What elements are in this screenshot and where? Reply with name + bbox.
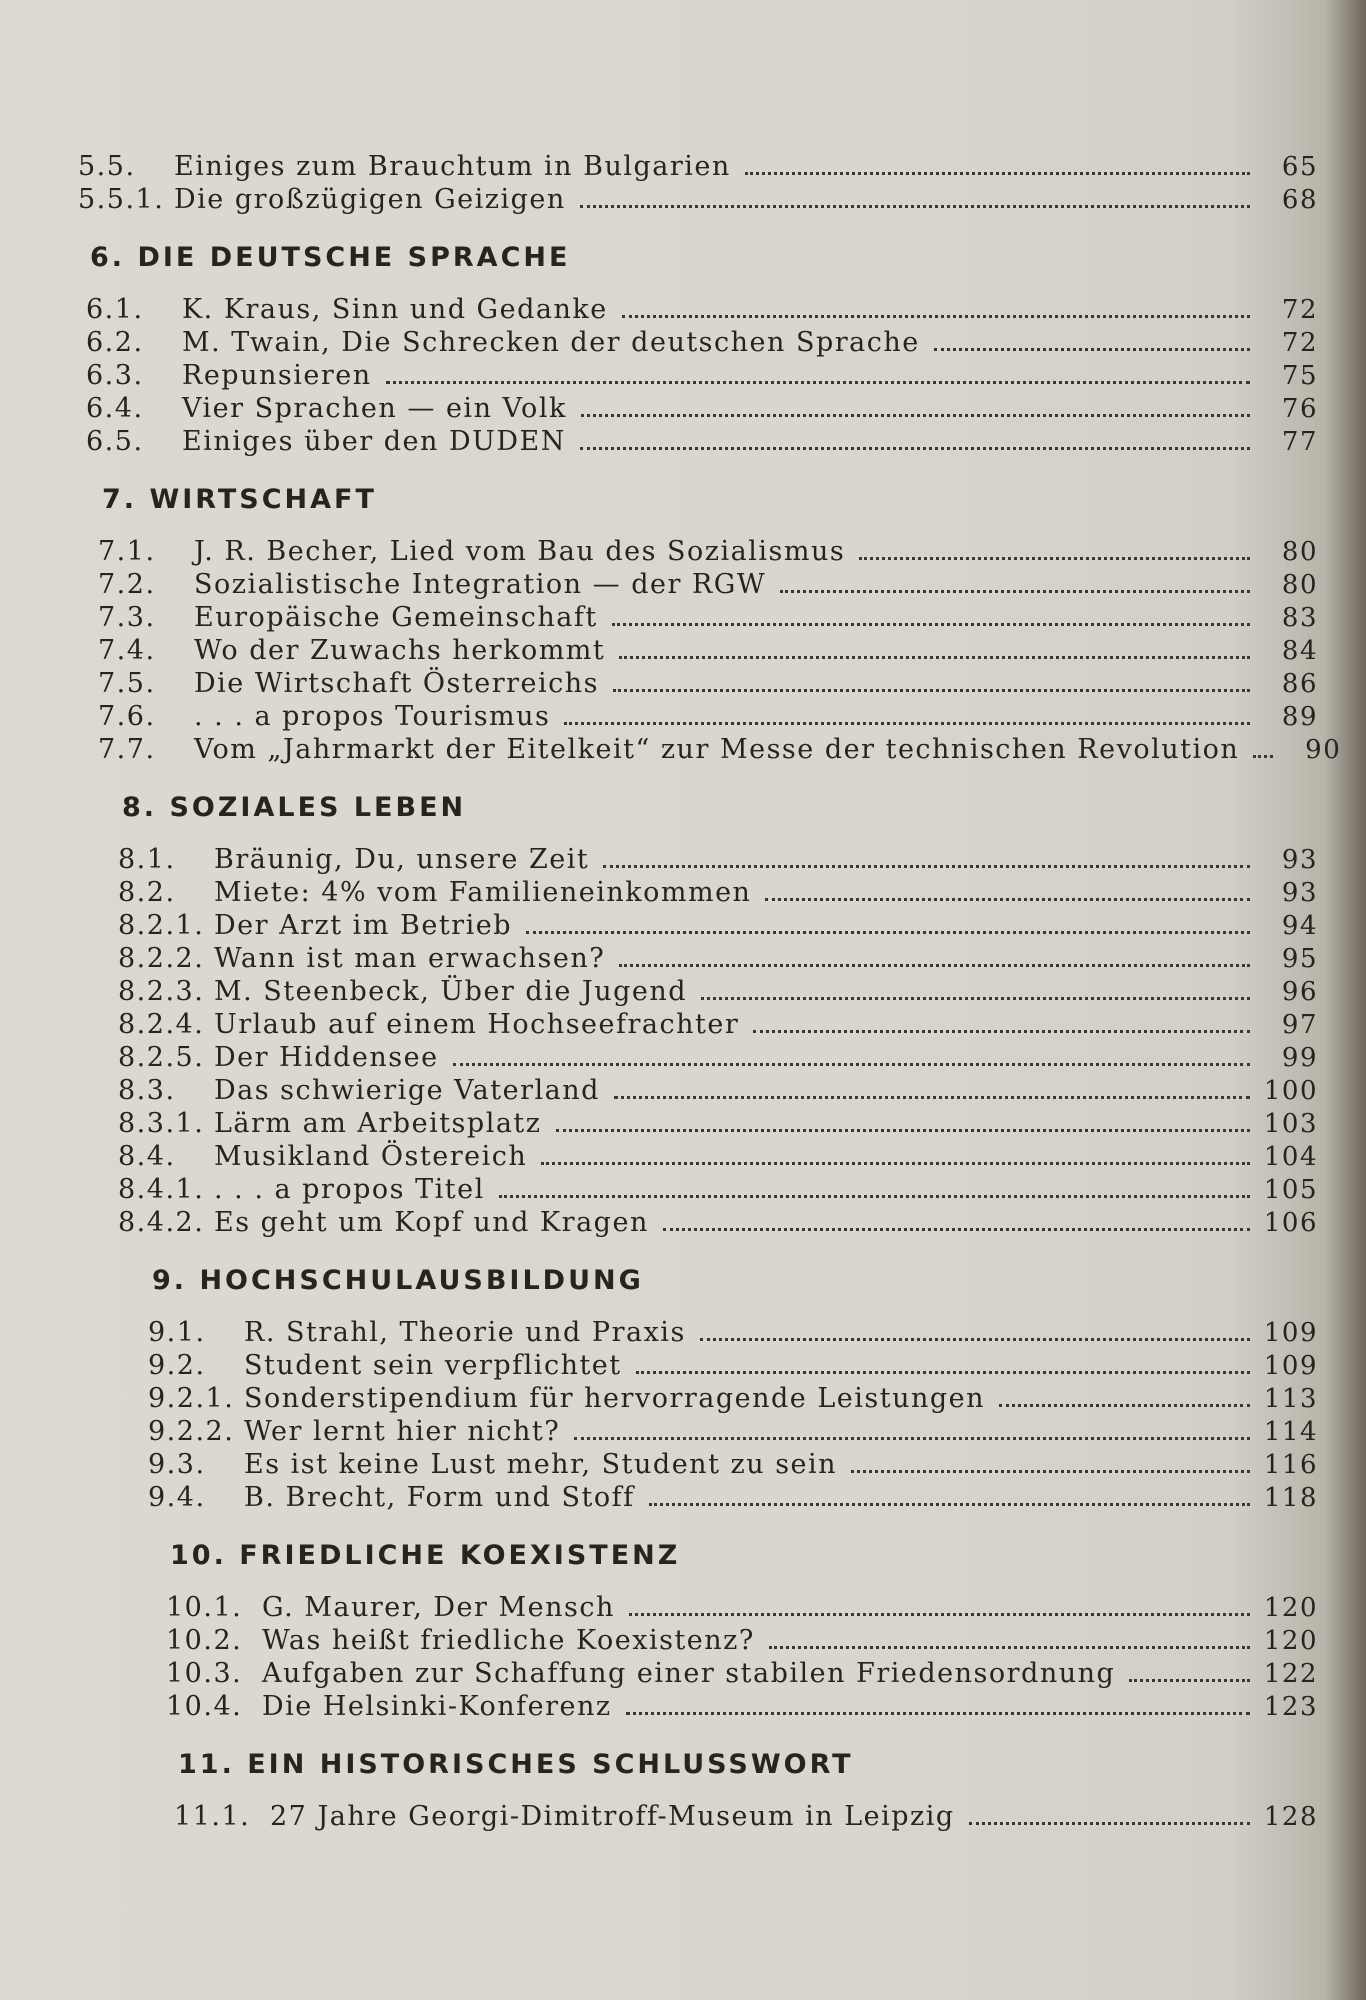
dot-leader	[780, 590, 1250, 593]
entry-title: Urlaub auf einem Hochseefrachter	[214, 1009, 740, 1040]
toc-entry	[118, 1206, 1318, 1239]
toc-entry	[118, 942, 1318, 975]
entry-page: 77	[1281, 427, 1318, 457]
dot-leader	[769, 1646, 1250, 1649]
dot-leader	[453, 1063, 1250, 1066]
entry-page: 100	[1263, 1076, 1318, 1106]
entry-title: . . . a propos Titel	[214, 1174, 485, 1205]
entry-title: Das schwierige Vaterland	[214, 1075, 600, 1106]
toc-entry	[118, 1140, 1318, 1173]
section-heading: 6. DIE DEUTSCHE SPRACHE	[90, 242, 571, 273]
toc-entry	[174, 1800, 1318, 1833]
toc-entry	[166, 1690, 1318, 1723]
entry-page: 93	[1281, 878, 1318, 908]
entry-number: 8.2.4.	[118, 1009, 205, 1040]
toc-entry	[78, 150, 1318, 183]
dot-leader	[580, 447, 1250, 450]
entry-title: Bräunig, Du, unsere Zeit	[214, 844, 590, 875]
entry-page: 120	[1263, 1626, 1318, 1656]
entry-title: Vier Sprachen — ein Volk	[182, 393, 567, 424]
entry-title: Die großzügigen Geizigen	[174, 184, 566, 215]
dot-leader	[999, 1404, 1250, 1407]
entry-number: 8.4.	[118, 1141, 176, 1172]
entry-page: 109	[1263, 1351, 1318, 1381]
section-heading: 8. SOZIALES LEBEN	[122, 792, 467, 823]
entry-title: Der Hiddensee	[214, 1042, 439, 1073]
entry-title: Musikland Östereich	[214, 1141, 528, 1172]
entry-number: 8.4.1.	[118, 1174, 205, 1205]
toc-entry	[148, 1316, 1318, 1349]
entry-number: 8.2.1.	[118, 910, 205, 941]
entry-page: 113	[1263, 1384, 1318, 1414]
dot-leader	[581, 414, 1250, 417]
entry-page: 80	[1281, 537, 1318, 567]
dot-leader	[499, 1195, 1250, 1198]
entry-number: 10.4.	[166, 1691, 243, 1722]
entry-title: Wer lernt hier nicht?	[244, 1416, 561, 1447]
dot-leader	[541, 1162, 1250, 1165]
dot-leader	[851, 1470, 1250, 1473]
toc-entry	[118, 1107, 1318, 1140]
entry-number: 9.4.	[148, 1482, 206, 1513]
entry-title: Einiges über den DUDEN	[182, 426, 566, 457]
dot-leader	[753, 1030, 1250, 1033]
dot-leader	[614, 1096, 1250, 1099]
entry-page: 76	[1281, 394, 1318, 424]
entry-title: Student sein verpflichtet	[244, 1350, 622, 1381]
toc-entry	[86, 425, 1318, 458]
dot-leader	[1129, 1679, 1250, 1682]
dot-leader	[745, 172, 1250, 175]
entry-title: Es ist keine Lust mehr, Student zu sein	[244, 1449, 838, 1480]
entry-number: 8.2.2.	[118, 943, 205, 974]
dot-leader	[700, 1338, 1250, 1341]
entry-page: 120	[1263, 1593, 1318, 1623]
section-heading: 9. HOCHSCHULAUSBILDUNG	[152, 1265, 644, 1296]
toc-entry	[148, 1382, 1318, 1415]
dot-leader	[622, 315, 1250, 318]
toc-entry	[118, 975, 1318, 1008]
dot-leader	[663, 1228, 1250, 1231]
toc-entry	[166, 1591, 1318, 1624]
dot-leader	[969, 1822, 1250, 1825]
entry-title: Der Arzt im Betrieb	[214, 910, 512, 941]
entry-title: R. Strahl, Theorie und Praxis	[244, 1317, 686, 1348]
toc-entry	[86, 359, 1318, 392]
entry-number: 6.3.	[86, 360, 144, 391]
dot-leader	[636, 1371, 1250, 1374]
entry-title: Wann ist man erwachsen?	[214, 943, 606, 974]
dot-leader	[612, 623, 1250, 626]
toc-entry	[86, 326, 1318, 359]
entry-page: 72	[1281, 295, 1318, 325]
entry-title: Die Helsinki-Konferenz	[262, 1691, 612, 1722]
entry-title: Die Wirtschaft Österreichs	[194, 668, 600, 699]
toc-entry	[98, 601, 1318, 634]
entry-number: 10.1.	[166, 1592, 243, 1623]
entry-page: 65	[1281, 152, 1318, 182]
entry-page: 122	[1263, 1659, 1318, 1689]
entry-page: 90	[1305, 735, 1342, 765]
entry-number: 8.3.1.	[118, 1108, 205, 1139]
entry-page: 99	[1281, 1043, 1318, 1073]
dot-leader	[701, 997, 1250, 1000]
dot-leader	[564, 722, 1250, 725]
dot-leader	[556, 1129, 1250, 1132]
entry-number: 11.1.	[174, 1801, 251, 1832]
table-of-contents	[78, 150, 1342, 1859]
entry-number: 7.5.	[98, 668, 156, 699]
dot-leader	[619, 964, 1250, 967]
toc-entry	[148, 1448, 1318, 1481]
entry-title: Aufgaben zur Schaffung einer stabilen Friedensordnung	[262, 1658, 1116, 1689]
toc-entry	[148, 1415, 1318, 1448]
toc-section-10	[166, 1540, 1318, 1723]
entry-number: 6.1.	[86, 294, 144, 325]
entry-page: 123	[1263, 1692, 1318, 1722]
toc-entry	[118, 1074, 1318, 1107]
entry-number: 9.2.2.	[148, 1416, 235, 1447]
entry-title: 27 Jahre Georgi-Dimitroff-Museum in Leipzig	[270, 1801, 955, 1832]
toc-entry	[148, 1349, 1318, 1382]
toc-entry	[118, 1173, 1318, 1206]
entry-number: 8.2.5.	[118, 1042, 205, 1073]
entry-number: 6.4.	[86, 393, 144, 424]
toc-entry	[118, 1041, 1318, 1074]
section-heading: 7. WIRTSCHAFT	[102, 484, 377, 515]
entry-page: 89	[1281, 702, 1318, 732]
toc-entry	[118, 843, 1318, 876]
toc-section-6	[86, 242, 1318, 458]
entry-page: 95	[1281, 944, 1318, 974]
toc-section-8	[118, 792, 1318, 1239]
toc-entry	[98, 667, 1318, 700]
dot-leader	[765, 898, 1250, 901]
toc-entry	[118, 909, 1318, 942]
entry-number: 8.4.2.	[118, 1207, 205, 1238]
dot-leader	[386, 381, 1250, 384]
entry-number: 5.5.	[78, 151, 136, 182]
toc-section-5	[78, 150, 1318, 216]
toc-section-9	[148, 1265, 1318, 1514]
entry-page: 75	[1281, 361, 1318, 391]
dot-leader	[1253, 755, 1273, 758]
entry-number: 8.3.	[118, 1075, 176, 1106]
toc-entry	[166, 1657, 1318, 1690]
entry-number: 9.2.	[148, 1350, 206, 1381]
entry-title: M. Steenbeck, Über die Jugend	[214, 976, 688, 1007]
entry-number: 7.2.	[98, 569, 156, 600]
entry-number: 6.2.	[86, 327, 144, 358]
entry-number: 9.1.	[148, 1317, 206, 1348]
entry-page: 86	[1281, 669, 1318, 699]
section-heading: 11. EIN HISTORISCHES SCHLUSSWORT	[178, 1749, 854, 1780]
toc-entry	[98, 634, 1318, 667]
entry-page: 80	[1281, 570, 1318, 600]
entry-title: Vom „Jahrmarkt der Eitelkeit“ zur Messe der technischen Revolution	[194, 734, 1240, 765]
entry-title: K. Kraus, Sinn und Gedanke	[182, 294, 608, 325]
dot-leader	[629, 1613, 1250, 1616]
dot-leader	[934, 348, 1250, 351]
entry-number: 6.5.	[86, 426, 144, 457]
entry-number: 9.2.1.	[148, 1383, 235, 1414]
entry-title: Sozialistische Integration — der RGW	[194, 569, 767, 600]
toc-entry	[148, 1481, 1318, 1514]
toc-entry	[78, 183, 1318, 216]
dot-leader	[859, 557, 1250, 560]
entry-page: 106	[1263, 1208, 1318, 1238]
dot-leader	[619, 656, 1250, 659]
entry-page: 105	[1263, 1175, 1318, 1205]
toc-entry	[86, 392, 1318, 425]
entry-page: 83	[1281, 603, 1318, 633]
entry-number: 9.3.	[148, 1449, 206, 1480]
toc-entry	[118, 1008, 1318, 1041]
entry-page: 109	[1263, 1318, 1318, 1348]
entry-number: 10.3.	[166, 1658, 243, 1689]
dot-leader	[580, 205, 1250, 208]
entry-title: M. Twain, Die Schrecken der deutschen Sprache	[182, 327, 920, 358]
entry-page: 103	[1263, 1109, 1318, 1139]
toc-entry	[166, 1624, 1318, 1657]
dot-leader	[526, 931, 1250, 934]
toc-entry	[98, 733, 1342, 766]
entry-title: Miete: 4% vom Familieneinkommen	[214, 877, 752, 908]
toc-entry	[98, 700, 1318, 733]
entry-page: 93	[1281, 845, 1318, 875]
entry-title: Repunsieren	[182, 360, 372, 391]
entry-title: B. Brecht, Form und Stoff	[244, 1482, 635, 1513]
entry-page: 116	[1263, 1450, 1318, 1480]
entry-title: Lärm am Arbeitsplatz	[214, 1108, 542, 1139]
entry-title: Es geht um Kopf und Kragen	[214, 1207, 649, 1238]
dot-leader	[603, 865, 1250, 868]
entry-page: 118	[1263, 1483, 1318, 1513]
entry-title: G. Maurer, Der Mensch	[262, 1592, 615, 1623]
entry-number: 7.4.	[98, 635, 156, 666]
entry-page: 128	[1263, 1802, 1318, 1832]
entry-page: 94	[1281, 911, 1318, 941]
entry-number: 7.1.	[98, 536, 156, 567]
entry-page: 96	[1281, 977, 1318, 1007]
entry-number: 8.2.3.	[118, 976, 205, 1007]
entry-title: Einiges zum Brauchtum in Bulgarien	[174, 151, 731, 182]
toc-entry	[98, 568, 1318, 601]
entry-number: 7.7.	[98, 734, 156, 765]
entry-page: 84	[1281, 636, 1318, 666]
dot-leader	[626, 1712, 1250, 1715]
entry-title: . . . a propos Tourismus	[194, 701, 551, 732]
entry-number: 8.1.	[118, 844, 176, 875]
toc-section-11	[174, 1749, 1318, 1833]
entry-title: Was heißt friedliche Koexistenz?	[262, 1625, 755, 1656]
entry-number: 5.5.1.	[78, 184, 165, 215]
entry-page: 114	[1263, 1417, 1318, 1447]
entry-title: Wo der Zuwachs herkommt	[194, 635, 606, 666]
entry-title: Sonderstipendium für hervorragende Leistungen	[244, 1383, 986, 1414]
section-heading: 10. FRIEDLICHE KOEXISTENZ	[170, 1540, 681, 1571]
entry-number: 8.2.	[118, 877, 176, 908]
entry-page: 68	[1281, 185, 1318, 215]
entry-number: 10.2.	[166, 1625, 243, 1656]
toc-entry	[98, 535, 1318, 568]
toc-entry	[118, 876, 1318, 909]
dot-leader	[649, 1503, 1250, 1506]
dot-leader	[574, 1437, 1250, 1440]
entry-page: 104	[1263, 1142, 1318, 1172]
entry-number: 7.3.	[98, 602, 156, 633]
entry-number: 7.6.	[98, 701, 156, 732]
entry-title: Europäische Gemeinschaft	[194, 602, 598, 633]
entry-page: 72	[1281, 328, 1318, 358]
toc-entry	[86, 293, 1318, 326]
entry-page: 97	[1281, 1010, 1318, 1040]
dot-leader	[613, 689, 1250, 692]
entry-title: J. R. Becher, Lied vom Bau des Sozialismus	[194, 536, 846, 567]
toc-section-7	[98, 484, 1342, 766]
